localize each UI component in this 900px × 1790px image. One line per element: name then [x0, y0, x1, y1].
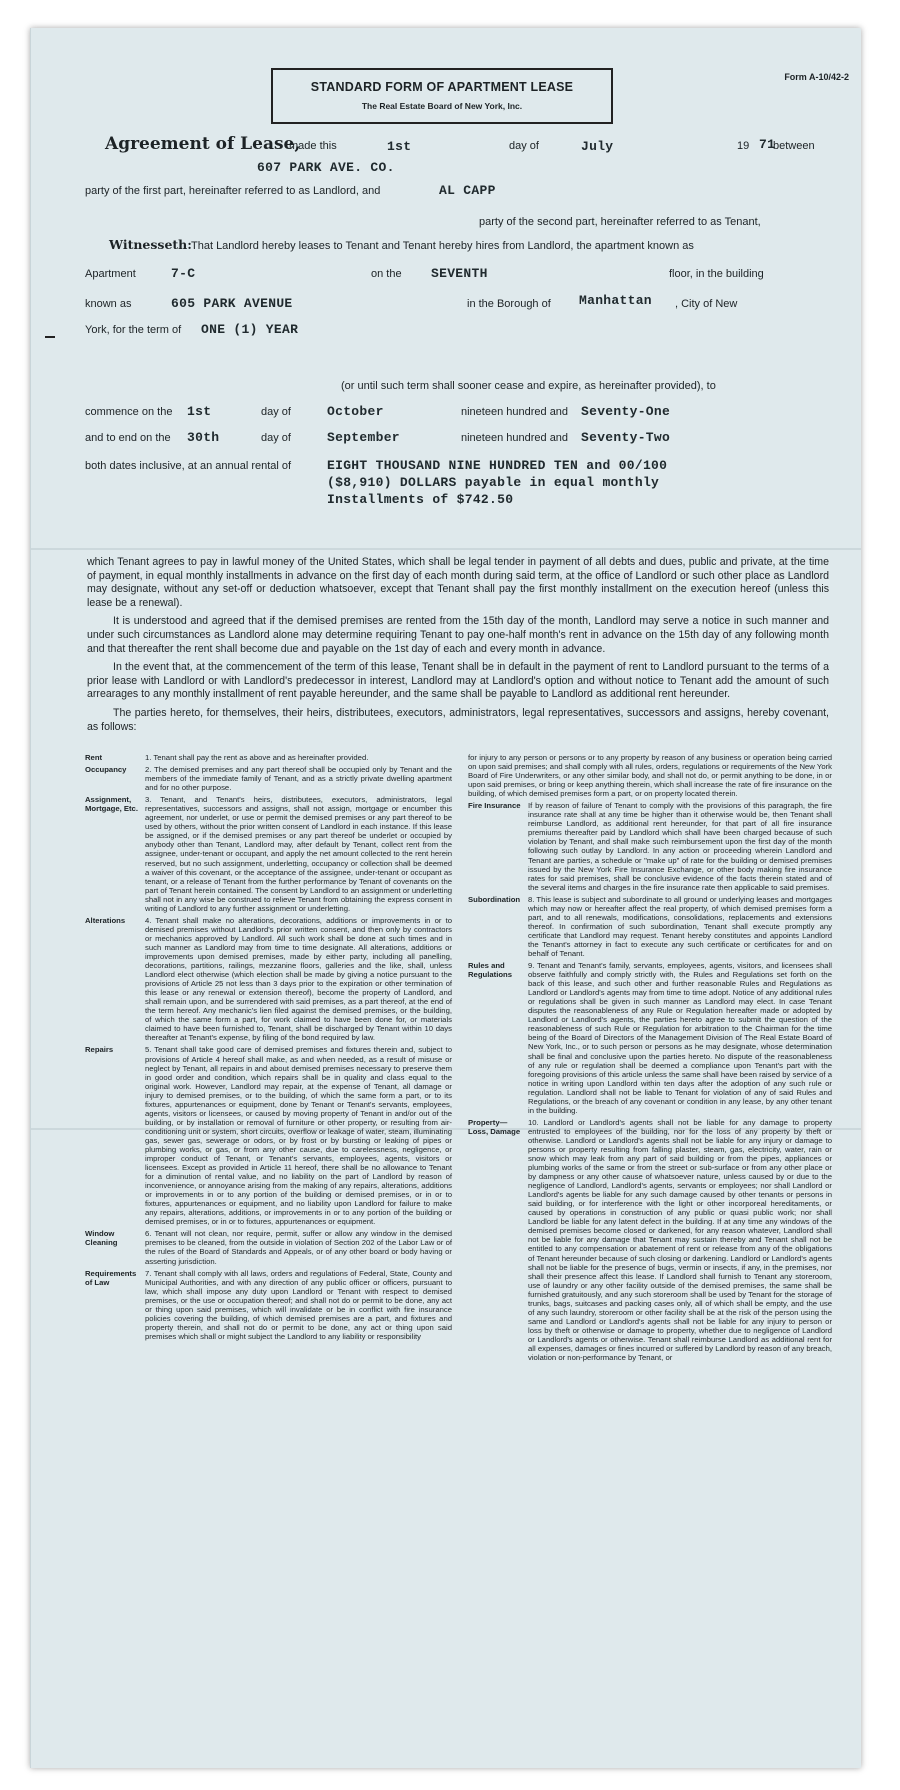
witnesseth-text: That Landlord hereby leases to Tenant and Tenant hereby hires from Landlord, the apartment known as: [191, 240, 694, 252]
clause-repairs: [85, 1045, 452, 1226]
rental-label: both dates inclusive, at an annual rental of: [85, 460, 292, 472]
commence-day-of: day of: [261, 406, 291, 418]
clause-text: If by reason of failure of Tenant to comply with the provisions of this paragraph, the fire insurance rate shall at any time be higher than it otherwise would be, then Tenant shall reimburse Landlord, as additional rent hereunder, for that part of all fire insurance premiums thereafter paid by Landlord which shall have been charged because of such violation by Tenant, and shall make such reimbursement upon the first day of the month following such outlay by Landlord. In any action or proceeding wherein Landlord and Tenant are parties, a schedule or "make up" of rate for the building or demised premises issued by the New York Fire Insurance Exchange, or other body making fire insurance rates for said premises, shall be conclusive evidence of the facts therein stated and of the several items and charges in the fire insurance rate then applicable to said premises.: [528, 801, 832, 892]
lease-document: [30, 28, 861, 1768]
end-day-of: day of: [261, 432, 291, 444]
clause-text: 3. Tenant, and Tenant's heirs, distributees, executors, administrators, legal representatives, successors and assigns, shall not assign, mortgage or encumber this agreement, nor underlet, or use or permit the demised premises or any part thereof to be used by others, without the prior written consent of Landlord in each instance. If this lease be assigned, or if the demised premises or any part thereof be underlet or occupied by anybody other than Tenant, Landlord may, after default by Tenant, collect rent from the assignee, under-tenant or occupant, and apply the net amount collected to the rent herein reserved, but no such assignment, underletting, occupancy or collection shall be deemed a waiver of this covenant, or the acceptance of the assignee, under-tenant or occupant as tenant, or a release of Tenant from the further performance by Tenant of covenants on the part of Tenant herein contained. The consent by Landlord to an assignment or underletting shall not in any wise be construed to relieve Tenant from obtaining the express consent in writing of Landlord to any further assignment or underletting.: [145, 795, 452, 913]
clause-heading: Repairs: [85, 1045, 114, 1055]
rent-line-1: EIGHT THOUSAND NINE HUNDRED TEN and 00/100: [327, 458, 668, 473]
clause-heading: Assignment, Mortgage, Etc.: [85, 795, 138, 814]
fold-line: [31, 548, 861, 550]
building-address: 605 PARK AVENUE: [171, 296, 293, 311]
year-prefix: 19: [737, 140, 750, 152]
margin-mark: [45, 336, 55, 338]
clause-window-cleaning: [85, 1229, 452, 1265]
clause-assignment: [85, 795, 452, 913]
clause-requirements-of-law: [85, 1269, 452, 1341]
apartment-label: Apartment: [85, 268, 136, 280]
lease-paragraphs: [87, 556, 829, 739]
clause-occupancy: [85, 765, 452, 792]
term-value: ONE (1) YEAR: [201, 322, 299, 337]
clause-heading: Alterations: [85, 915, 126, 925]
known-as-label: known as: [85, 298, 132, 310]
clause-heading: Rent: [85, 753, 103, 762]
form-publisher: The Real Estate Board of New York, Inc.: [361, 101, 523, 111]
clause-heading: Requirements of Law: [85, 1268, 137, 1287]
party-first-label: party of the first part, hereinafter referred to as Landlord, and: [85, 185, 381, 197]
clause-text: 8. This lease is subject and subordinate to all ground or underlying leases and mortgages which may now or hereafter affect the real property, of which demised premises form a part, and to all renewals, modifications, consolidations, replacements and extensions thereof. In confirmation of such subordination, Tenant shall execute promptly any certificate that Landlord may request. Tenant hereby constitutes and appoints Landlord the Tenant's attorney in fact to execute any such certificate or certificates for and on behalf of Tenant.: [528, 894, 832, 958]
clause-heading: Subordination: [468, 894, 521, 904]
day-of-label: day of: [509, 140, 539, 152]
commence-month: October: [327, 404, 384, 419]
agreement-day: 1st: [387, 139, 412, 154]
clause-fire-insurance: [468, 801, 832, 891]
landlord-name: 607 PARK AVE. CO.: [257, 160, 395, 175]
clause-heading: Window Cleaning: [85, 1229, 118, 1248]
tenant-name: AL CAPP: [439, 183, 496, 198]
paragraph-half-month: It is understood and agreed that if the demised premises are rented from the 15th day of the month, Landlord may serve a notice in such manner and under such circumstances as Landlord alone may determine requiring Tenant to pay one-half month's rent in advance on the 15th day of any following month and that thereafter the rent shall become due and payable on the 1st day of each and every month in advance.: [87, 615, 829, 655]
end-nineteen: nineteen hundred and: [461, 432, 569, 444]
form-number: Form A-10/42-2: [784, 72, 849, 82]
clause-text: for injury to any person or persons or to any property by reason of any business or operation being carried on upon said premises; and shall comply with all rules, orders, regulations or requirements of the New York Board of Fire Underwriters, or any other similar body, and shall not do, or permit anything to be done, in or upon said premises, or bring or keep anything therein, which shall increase the rate of fire insurance on the building, of which demised premises form a part, or on property located therein.: [468, 753, 832, 799]
form-header-box: [271, 68, 613, 124]
paragraph-covenant: The parties hereto, for themselves, their heirs, distributees, executors, administrators, legal representatives, successors and assigns, hereby covenant, as follows:: [87, 706, 829, 733]
clauses-left-column: [85, 753, 452, 1344]
party-second-label: party of the second part, hereinafter referred to as Tenant,: [479, 216, 761, 228]
clause-text: 5. Tenant shall take good care of demised premises and fixtures therein and, subject to provisions of Article 4 hereof shall make, as and when needed, as a result of misuse or neglect by Tenant, all repairs in and about demised premises necessary to preserve them in good order and condition, which repairs shall be in quality and class equal to the original work. However, Landlord may repair, at the expense of Tenant, all damage or injury to demised premises, or to the building, of which the same form a part, or to its fixtures, appurtenances or equipment, done by Tenant or Tenant's servants, employees, agents, visitors or licensees, or caused by moving property of Tenant in and/or out of the building, or by installation or removal of furniture or other property, or resulting from air-conditioning unit or system, short circuits, overflow or leakage of water, steam, illuminating gas, sewer gas, sewerage or odors, or by frost or by bursting or leaking of pipes or plumbing works, or gas, or from any other cause, due to carelessness, negligence, or improper conduct of Tenant, or Tenant's servants, employees, agents, visitors or licensees. Except as provided in Article 11 hereof, there shall be no allowance to Tenant for a diminution of rental value, and no liability on the part of Landlord by reason of inconvenience, or annoyance arising from the making of any repairs, alterations, additions or improvements in or to any portion of the building or demised premises, or in or to fixtures, appurtenances or equipment, and no liability upon Landlord for failure to make any repairs, alterations, additions, or improvements in or to any portion of the building or demised premises, or in or to fixtures, appurtenances or equipment.: [145, 1045, 452, 1227]
clause-continued: [468, 753, 832, 798]
commence-year: Seventy-One: [581, 404, 671, 419]
agreement-heading: Agreement of Lease,: [105, 134, 301, 154]
paragraph-arrearages: In the event that, at the commencement of the term of this lease, Tenant shall be in default in the payment of rent to Landlord pursuant to the terms of a prior lease with Landlord or with Landlord's predecessor in interest, Landlord may at Landlord's option and without notice to Tenant add the amount of such arrearages to any monthly installment of rent payable hereunder, and the same shall be payable to Landlord as additional rent hereunder.: [87, 661, 829, 701]
agreement-month: July: [581, 139, 614, 154]
clause-text: 1. Tenant shall pay the rent as above and as hereinafter provided.: [145, 753, 369, 762]
until-clause: (or until such term shall sooner cease and expire, as hereinafter provided), to: [341, 380, 716, 392]
witnesseth-label: Witnesseth:: [109, 237, 192, 252]
clause-rules-regulations: [468, 961, 832, 1115]
floor-value: SEVENTH: [431, 266, 488, 281]
commence-nineteen: nineteen hundred and: [461, 406, 569, 418]
commence-day: 1st: [187, 404, 212, 419]
clause-text: 4. Tenant shall make no alterations, decorations, additions or improvements in or to demised premises without Landlord's prior written consent, and then only by contractors or mechanics approved by Landlord. All such work shall be done at such times and in such manner as Landlord may from time to time designate. All alterations, additions or improvements upon demised premises, made by either party, including all panelling, decorations, partitions, railings, mezzanine floors, galleries and the like, shall, unless Landlord elect otherwise (which election shall be made by giving a notice pursuant to the provisions of Article 25 not less than 3 days prior to the expiration or other termination of this lease or any renewal or extension thereof), become the property of Landlord, and shall remain upon, and be surrendered with said premises, as a part thereof, at the end of the term hereof. Any mechanic's lien filed against the demised premises, or the building, of which the same form a part, for work claimed to have been done for, or materials claimed to have been furnished to, Tenant, shall be discharged by Tenant within 10 days thereafter at Tenant's expense, by filing of the bond required by law.: [145, 915, 452, 1043]
borough-label: in the Borough of: [467, 298, 551, 310]
clause-heading: Fire Insurance: [468, 801, 521, 811]
apartment-number: 7-C: [171, 266, 196, 281]
clause-subordination: [468, 895, 832, 958]
clause-alterations: [85, 916, 452, 1043]
on-the-label: on the: [371, 268, 402, 280]
agreement-year: 71: [759, 137, 776, 152]
between-label: between: [773, 140, 815, 152]
clause-rent: [85, 753, 452, 762]
clause-text: 2. The demised premises and any part thereof shall be occupied only by Tenant and the members of the immediate family of Tenant, and as a strictly private dwelling apartment and for no other purpose.: [145, 765, 452, 793]
clauses-right-column: [468, 753, 832, 1365]
city-label: , City of New: [675, 298, 738, 310]
made-this-label: made this: [289, 140, 337, 152]
clause-heading: Property— Loss, Damage: [468, 1117, 521, 1136]
clause-text: 7. Tenant shall comply with all laws, orders and regulations of Federal, State, County and Municipal Authorities, and with any direction of any public officer or officers, pursuant to law, which shall impose any duty upon Landlord or Tenant with respect to demised premises, or the use or occupation thereof; and shall not do or permit to be done, any act or thing upon said premises, which will invalidate or be in conflict with fire insurance policies covering the building, of which demised premises are a part, and fixtures and property therein, and shall not do or permit to be done, any act or thing upon said premises which shall or might subject the Landlord to any liability or responsibility: [145, 1268, 452, 1341]
clause-text: 6. Tenant will not clean, nor require, permit, suffer or allow any window in the demised premises to be cleaned, from the outside in violation of Section 202 of the Labor Law or of the rules of the Board of Standards and Appeals, or of any other board or body having or asserting jurisdiction.: [145, 1229, 452, 1266]
end-label: and to end on the: [85, 432, 171, 444]
commence-label: commence on the: [85, 406, 173, 418]
clause-heading: Occupancy: [85, 765, 127, 775]
clause-text: 9. Tenant and Tenant's family, servants, employees, agents, visitors, and licensees shall observe faithfully and comply strictly with, the Rules and Regulations set forth on the back of this lease, and such other and further reasonable Rules and Regulations as Landlord or Landlord's agents may from time to time adopt. Notice of any additional rules or regulations shall be given in such manner as Landlord may elect. In case Tenant disputes the reasonableness of any Rule or Regulation hereafter made or adopted by Landlord or Landlord's agents, the parties hereto agree to submit the question of the reasonableness of such Rule or Regulation for arbitration to the Chairman for the time being of the Board of Directors of the Management Division of The Real Estate Board of New York, Inc., or to such person or persons as he may designate, whose determination shall be final and conclusive upon the parties hereto. No dispute of the reasonableness of any rule or regulation shall be deemed a compliance upon Tenant's part with the foregoing provisions of this article unless the same shall have been raised by service of a notice in writing upon Landlord within ten days after the adoption of any such rule or regulation. Landlord shall not be liable to Tenant for violation of any of said Rules and Regulations, or the breach of any covenant or condition in any lease, by any other tenant in the building.: [528, 961, 832, 1115]
floor-label: floor, in the building: [669, 268, 764, 280]
end-month: September: [327, 430, 400, 445]
rent-line-3: Installments of $742.50: [327, 492, 514, 507]
form-title: STANDARD FORM OF APARTMENT LEASE: [310, 80, 574, 94]
clause-property-loss: [468, 1118, 832, 1362]
end-year: Seventy-Two: [581, 430, 671, 445]
clause-text: 10. Landlord or Landlord's agents shall not be liable for any damage to property entrusted to employees of the building, nor for the loss of any property by theft or otherwise. Landlord or Landlord's agents shall not be liable for any injury or damage to persons or property resulting from falling plaster, steam, gas, electricity, water, rain or snow which may leak from any part of said building or from the pipes, appliances or plumbing works of the same or from the street or sub-surface or from any other place or by dampness or any other cause of whatsoever nature, unless caused by or due to the negligence of Landlord, Landlord's agents, servants or employees; nor shall Landlord or Landlord's agents be liable for any such damage caused by other tenants or persons in said building, or for interference with the light or other incorporeal hereditaments, or caused by operations in construction of any public or quasi public work; nor shall Landlord be liable for any latent defect in the building. If at any time any windows of the demised premises become closed or darkened, for any reason whatever, Landlord shall not be liable for any damage that Tenant may sustain thereby and Tenant shall not be entitled to any compensation or abatement of rent or release from any of the obligations of Tenant hereunder because of such closing or darkening. Landlord or Landlord's agents shall not be liable for the presence of bugs, vermin or insects, if any, in the premises, nor shall their presence affect this lease. If Landlord shall furnish to Tenant any storeroom, use of laundry or any other facility outside of the demised premises, the same shall be furnished gratuitously, and any such storeroom shall be used by Tenant for the storage of trunks, bags, suitcases and packing cases only, all of which shall be empty, and the use of any such laundry, storeroom or other facility shall be at the risk of the person using the same and Landlord or Landlord's agents shall not be liable for any injury to person or loss by theft or otherwise or damage to property, whether due to negligence of Landlord or Landlord's agents or otherwise. Tenant shall reimburse Landlord as additional rent for all expenses, damages or fines incurred or suffered by Landlord by reason of any breach, violation or non-performance by Tenant, or: [528, 1117, 832, 1363]
borough-value: Manhattan: [579, 293, 652, 308]
term-label: York, for the term of: [85, 324, 182, 336]
end-day: 30th: [187, 430, 220, 445]
paragraph-rent-payment: which Tenant agrees to pay in lawful money of the United States, which shall be legal tender in payment of all debts and dues, public and private, at the time of payment, in equal monthly installments in advance on the first day of each month during said term, at the office of Landlord or such other place as Landlord may designate, without any set-off or deduction whatsoever, except that Tenant shall pay the first monthly installment on the execution hereof (unless this lease be a renewal).: [87, 556, 829, 609]
clause-heading: Rules and Regulations: [468, 961, 512, 980]
rent-line-2: ($8,910) DOLLARS payable in equal monthly: [327, 475, 660, 490]
